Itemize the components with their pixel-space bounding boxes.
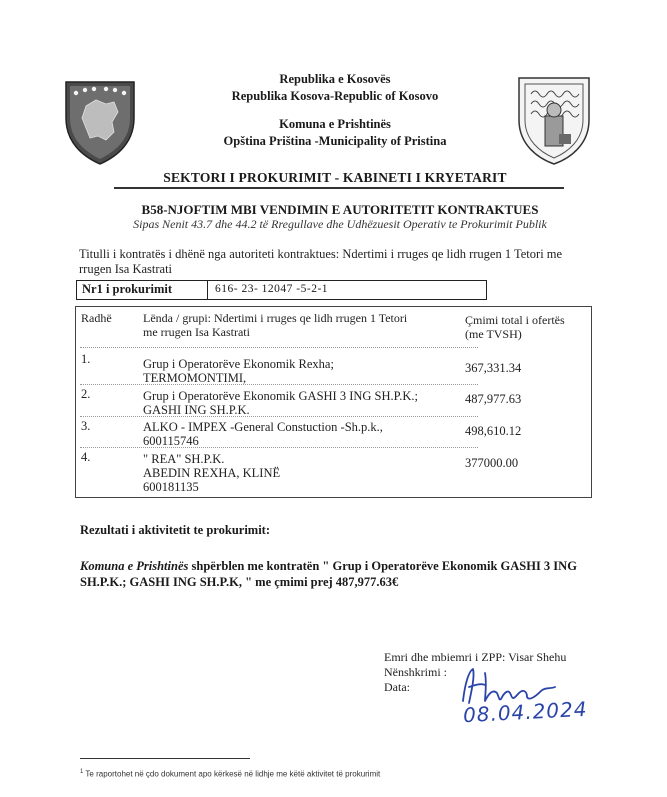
row2-price: 487,977.63 xyxy=(465,392,522,406)
header-municipality-sq: Komuna e Prishtinës xyxy=(279,117,391,131)
table-divider xyxy=(80,384,478,385)
row3-rank: 3. xyxy=(81,419,91,433)
procurement-number-label: Nr1 i prokurimit xyxy=(82,282,173,296)
footnote-text: Te raportohet në çdo dokument apo kërkesë në lidhje me këtë aktivitet të prokurimit xyxy=(85,769,381,779)
row3-price: 498,610.12 xyxy=(465,424,522,438)
result-municipality: Komuna e Prishtinës xyxy=(80,559,189,573)
date-label: Data: xyxy=(384,680,410,694)
result-award-text: shpërblen me kontratën " Grup i Operatorëve Ekonomik GASHI 3 ING SH.P.K.; GASHI ING SH.P.K, " me çmimi prej 487,977.63€ xyxy=(80,559,577,589)
signature-label: Nënshkrimi : xyxy=(384,665,447,679)
sector-title: SEKTORI I PROKURIMIT - KABINETI I KRYETARIT xyxy=(163,170,507,185)
table-header-lot: Lënda / grupi: Ndertimi i rruges qe lidh rrugen 1 Tetori me rrugen Isa Kastrati xyxy=(143,311,408,339)
row4-rank: 4. xyxy=(81,450,91,464)
table-header-price: Çmimi total i ofertës (me TVSH) xyxy=(465,313,565,341)
handwritten-date: 08.04.2024 xyxy=(462,696,589,728)
row1-price: 367,331.34 xyxy=(465,361,522,375)
footnote-rule xyxy=(80,758,250,759)
row2-bidder: Grup i Operatorëve Ekonomik GASHI 3 ING SH.P.K.; GASHI ING SH.P.K. xyxy=(143,389,418,417)
header-municipality-multi: Opština Priština -Municipality of Pristina xyxy=(223,134,447,148)
row4-bidder: " REA" SH.P.K. xyxy=(143,452,225,466)
procurement-number-divider xyxy=(207,280,208,300)
officer-name: Emri dhe mbiemri i ZPP: Visar Shehu xyxy=(384,650,567,664)
table-header-rank: Radhë xyxy=(81,311,112,325)
table-divider xyxy=(80,347,478,348)
footnote-marker: 1 xyxy=(80,769,84,775)
row4-bidder-line2: ABEDIN REXHA, KLINË xyxy=(143,466,281,480)
contract-title: Titulli i kontratës i dhënë nga autoriteti kontraktues: Ndertimi i rruges qe lidh rrugen 1 Tetori me rrugen Isa Kastrati xyxy=(79,247,563,276)
header-country-multi: Republika Kosova-Republic of Kosovo xyxy=(231,89,439,103)
notice-title: B58-NJOFTIM MBI VENDIMIN E AUTORITETIT KONTRAKTUES xyxy=(141,202,539,217)
procurement-number-value: 616- 23- 12047 -5-2-1 xyxy=(215,283,329,295)
row4-price: 377000.00 xyxy=(465,456,519,470)
row3-bidder: ALKO - IMPEX -General Constuction -Sh.p.k., 600115746 xyxy=(143,420,383,448)
sector-title-rule xyxy=(114,187,564,189)
row1-rank: 1. xyxy=(81,352,91,366)
table-divider xyxy=(80,416,478,417)
row4-bidder-line3: 600181135 xyxy=(143,480,199,494)
table-divider xyxy=(80,447,478,448)
row1-bidder: Grup i Operatorëve Ekonomik Rexha; TERMOMONTIMI, xyxy=(143,357,334,385)
result-heading: Rezultati i aktivitetit te prokurimit: xyxy=(80,523,271,537)
kosovo-coat-of-arms-icon xyxy=(62,78,138,166)
row2-rank: 2. xyxy=(81,387,91,401)
header-country-sq: Republika e Kosovës xyxy=(279,72,391,86)
result-statement xyxy=(80,558,600,590)
prishtina-crest-icon xyxy=(515,74,593,166)
notice-subtitle: Sipas Nenit 43.7 dhe 44.2 të Rregullave dhe Udhëzuesit Operativ te Prokurimit Publik xyxy=(133,217,547,231)
header-block xyxy=(150,72,520,152)
footnote xyxy=(80,769,380,779)
